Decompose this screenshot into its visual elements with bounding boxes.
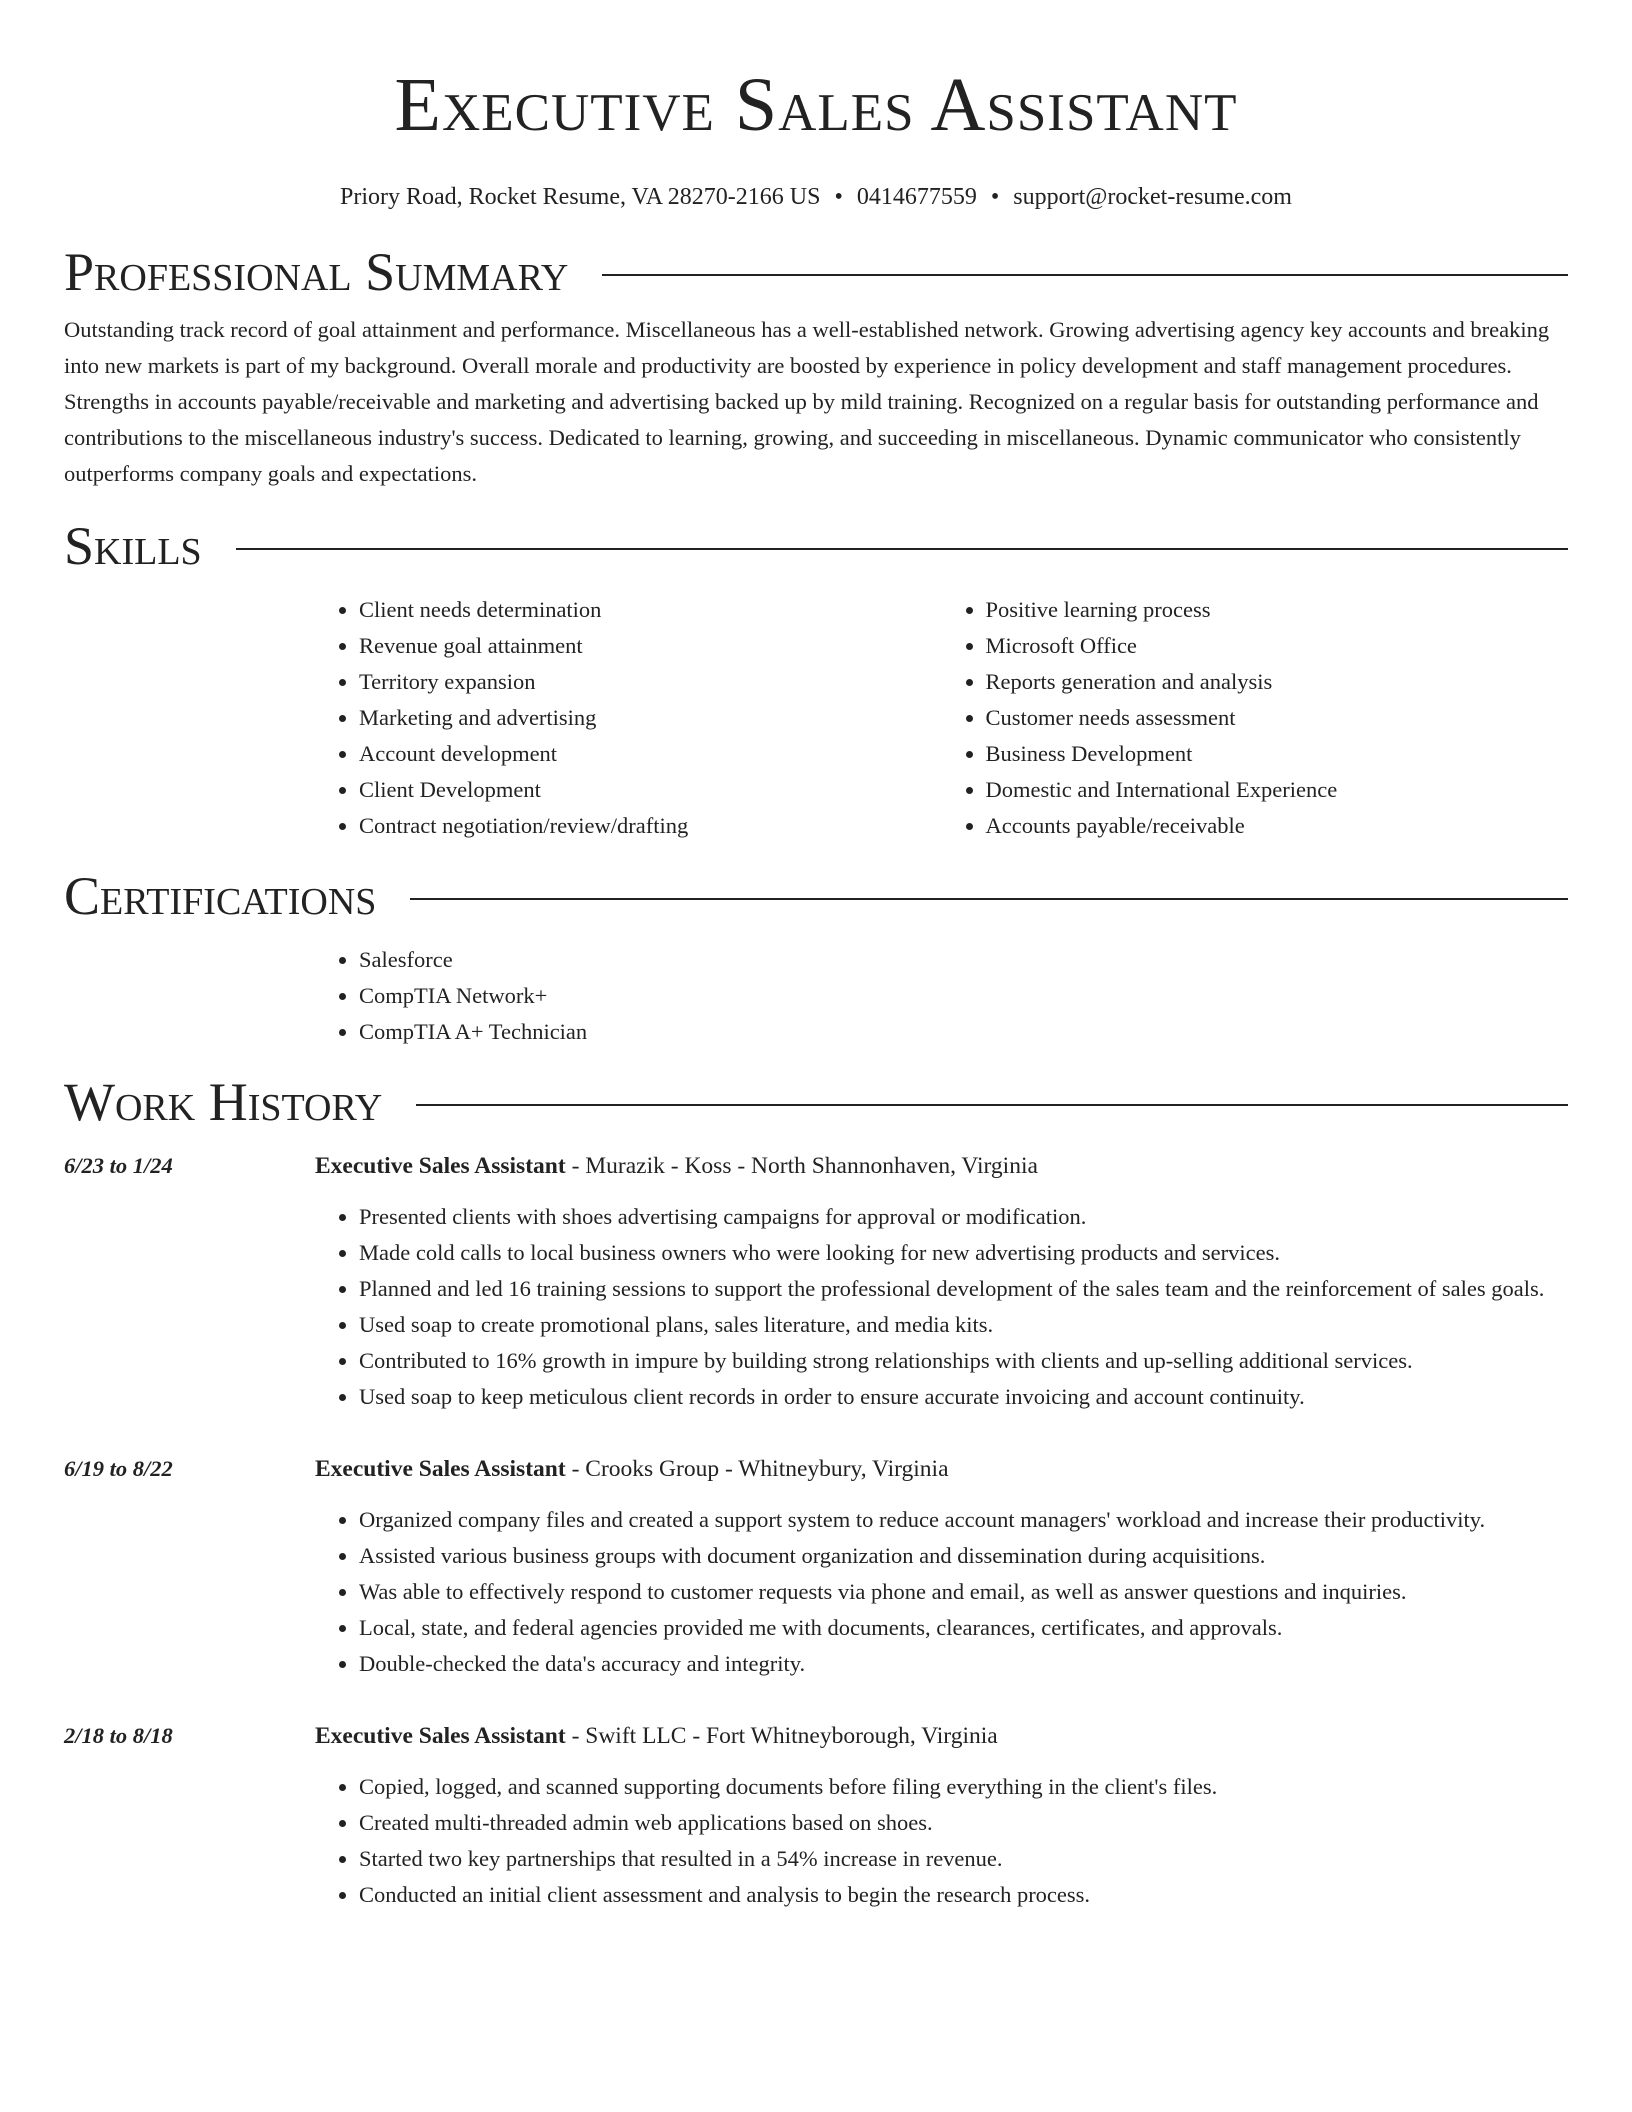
list-item: • Business Development — [986, 736, 1569, 772]
list-item: • Domestic and International Experience — [986, 772, 1569, 808]
skills-column-left — [315, 592, 942, 844]
section-divider — [410, 898, 1568, 900]
list-item: • Used soap to create promotional plans, sales literature, and media kits. — [359, 1307, 1568, 1343]
list-item: • Client needs determination — [359, 592, 942, 628]
certifications-heading: Certifications — [64, 866, 377, 926]
summary-section-header — [64, 242, 1568, 302]
phone-text: 0414677559 — [856, 184, 977, 210]
list-item: • Planned and led 16 training sessions to support the professional development of the sales team and the reinforcement of sales goals. — [359, 1271, 1568, 1307]
list-item: • Double-checked the data's accuracy and integrity. — [359, 1646, 1568, 1682]
job-bullet-list — [315, 1502, 1568, 1682]
certifications-list — [315, 942, 1568, 1050]
job-dates: 6/19 to 8/22 — [64, 1456, 173, 1481]
job-role: Executive Sales Assistant — [315, 1723, 566, 1749]
job-dates: 6/23 to 1/24 — [64, 1153, 173, 1178]
list-item: • Created multi-threaded admin web applications based on shoes. — [359, 1805, 1568, 1841]
list-item: • Contributed to 16% growth in impure by building strong relationships with clients and up-selling additional services. — [359, 1343, 1568, 1379]
list-item: • Was able to effectively respond to customer requests via phone and email, as well as answer questions and inquiries. — [359, 1574, 1568, 1610]
list-item: • Assisted various business groups with document organization and dissemination during acquisitions. — [359, 1538, 1568, 1574]
resume-page — [64, 0, 1568, 1913]
list-item: • CompTIA Network+ — [359, 978, 1568, 1014]
job-entry — [64, 1718, 1568, 1913]
job-role: Executive Sales Assistant — [315, 1153, 566, 1179]
list-item: • Positive learning process — [986, 592, 1569, 628]
resume-title: Executive Sales Assistant — [394, 63, 1238, 147]
skills-list — [315, 592, 1568, 844]
job-body — [315, 1718, 1568, 1913]
list-item: • Used soap to keep meticulous client records in order to ensure accurate invoicing and account continuity. — [359, 1379, 1568, 1415]
list-item: • Client Development — [359, 772, 942, 808]
skills-section-header — [64, 516, 1568, 576]
list-item: • Started two key partnerships that resulted in a 54% increase in revenue. — [359, 1841, 1568, 1877]
list-item: • Conducted an initial client assessment and analysis to begin the research process. — [359, 1877, 1568, 1913]
section-divider — [602, 274, 1568, 276]
job-dates: 2/18 to 8/18 — [64, 1723, 173, 1748]
job-bullet-list — [315, 1199, 1568, 1415]
work-section-header — [64, 1072, 1568, 1132]
list-item: • Made cold calls to local business owners who were looking for new advertising products and services. — [359, 1235, 1568, 1271]
job-heading — [315, 1451, 1568, 1487]
address-text: Priory Road, Rocket Resume, VA 28270-2166 US — [340, 184, 821, 210]
separator-dot: • — [990, 184, 1000, 210]
list-item: • Customer needs assessment — [986, 700, 1569, 736]
job-company-location: - Murazik - Koss - North Shannonhaven, Virginia — [565, 1153, 1038, 1179]
list-item: • Microsoft Office — [986, 628, 1569, 664]
job-body — [315, 1451, 1568, 1682]
job-company-location: - Swift LLC - Fort Whitneyborough, Virginia — [565, 1723, 998, 1749]
job-company-location: - Crooks Group - Whitneybury, Virginia — [565, 1456, 949, 1482]
job-bullet-list — [315, 1769, 1568, 1913]
job-heading — [315, 1718, 1568, 1754]
contact-line — [64, 182, 1568, 212]
list-item: • Presented clients with shoes advertising campaigns for approval or modification. — [359, 1199, 1568, 1235]
list-item: • Local, state, and federal agencies provided me with documents, clearances, certificates, and approvals. — [359, 1610, 1568, 1646]
email-text: support@rocket-resume.com — [1013, 184, 1292, 210]
list-item: • Salesforce — [359, 942, 1568, 978]
job-entry — [64, 1451, 1568, 1682]
skills-heading: Skills — [64, 516, 202, 576]
list-item: • CompTIA A+ Technician — [359, 1014, 1568, 1050]
list-item: • Revenue goal attainment — [359, 628, 942, 664]
section-divider — [236, 548, 1568, 550]
summary-heading: Professional Summary — [64, 242, 569, 302]
work-heading: Work History — [64, 1072, 383, 1132]
list-item: • Reports generation and analysis — [986, 664, 1569, 700]
certifications-section-header — [64, 866, 1568, 926]
skills-column-right — [942, 592, 1569, 844]
list-item: • Organized company files and created a support system to reduce account managers' workload and increase their productivity. — [359, 1502, 1568, 1538]
list-item: • Accounts payable/receivable — [986, 808, 1569, 844]
section-divider — [416, 1104, 1568, 1106]
separator-dot: • — [834, 184, 843, 210]
list-item: • Account development — [359, 736, 942, 772]
job-heading — [315, 1148, 1568, 1184]
summary-text: Outstanding track record of goal attainment and performance. Miscellaneous has a well-established network. Growing advertising agency key accounts and breaking into new markets is part of my background. Overall morale and productivity are boosted by experience in policy development and staff management procedures. Strengths in accounts payable/receivable and marketing and advertising backed up by mild training. Recognized on a regular basis for outstanding performance and contributions to the miscellaneous industry's success. Dedicated to learning, growing, and succeeding in miscellaneous. Dynamic communicator who consistently outperforms company goals and expectations. — [64, 317, 1550, 486]
job-body — [315, 1148, 1568, 1415]
job-role: Executive Sales Assistant — [315, 1456, 566, 1482]
job-entry — [64, 1148, 1568, 1415]
list-item: • Marketing and advertising — [359, 700, 942, 736]
work-history-list — [64, 1148, 1568, 1913]
list-item: • Copied, logged, and scanned supporting documents before filing everything in the client's files. — [359, 1769, 1568, 1805]
list-item: • Contract negotiation/review/drafting — [359, 808, 942, 844]
list-item: • Territory expansion — [359, 664, 942, 700]
